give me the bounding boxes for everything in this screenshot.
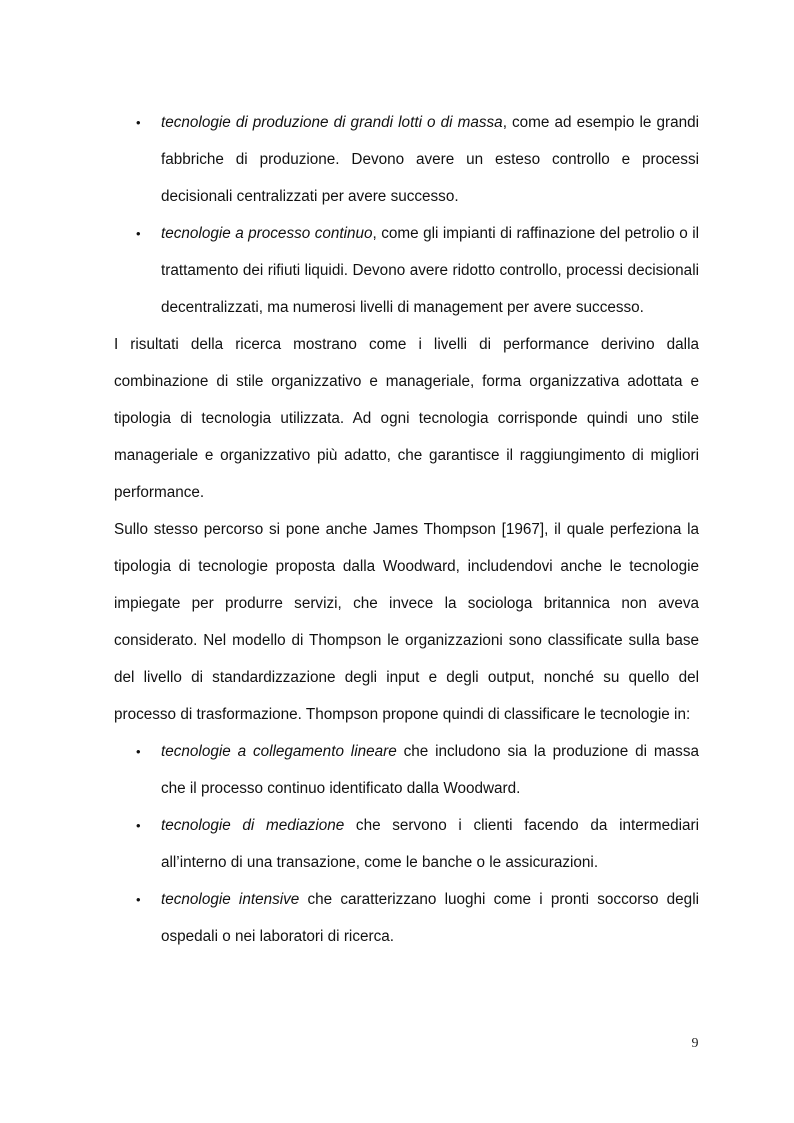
list-item-term: tecnologie di produzione di grandi lotti o di massa: [161, 114, 503, 131]
list-item: [114, 881, 699, 955]
bullet-list-woodward: [114, 104, 699, 326]
list-item-text: che servono i clienti facendo da intermediari all’interno di una transazione, come le banche o le assicurazioni.: [161, 817, 699, 871]
bullet-list-thompson: [114, 733, 699, 955]
bullet-icon: •: [136, 818, 141, 833]
list-item-text: , come gli impianti di raffinazione del petrolio o il trattamento dei rifiuti liquidi. Devono avere ridotto controllo, processi decisionali decentralizzati, ma numerosi livelli di management per avere successo.: [161, 225, 699, 316]
list-item-text: che caratterizzano luoghi come i pronti soccorso degli ospedali o nei laboratori di ricerca.: [161, 891, 699, 945]
list-item-text: che includono sia la produzione di massa che il processo continuo identificato dalla Woodward.: [161, 743, 699, 797]
list-item: [114, 807, 699, 881]
bullet-icon: •: [136, 892, 141, 907]
list-item: [114, 733, 699, 807]
bullet-icon: •: [136, 744, 141, 759]
list-item: [114, 104, 699, 215]
paragraph-thompson: Sullo stesso percorso si pone anche James Thompson [1967], il quale perfeziona la tipologia di tecnologie proposta dalla Woodward, includendovi anche le tecnologie impiegate per produrre servizi, che invece la sociologa britannica non aveva considerato. Nel modello di Thompson le organizzazioni sono classificate sulla base del livello di standardizzazione degli input e degli output, nonché su quello del processo di trasformazione. Thompson propone quindi di classificare le tecnologie in:: [114, 521, 699, 723]
list-item-term: tecnologie a processo continuo: [161, 225, 373, 242]
bullet-icon: •: [136, 115, 141, 130]
list-item-term: tecnologie intensive: [161, 891, 300, 908]
bullet-icon: •: [136, 226, 141, 241]
list-item: [114, 215, 699, 326]
list-item-term: tecnologie a collegamento lineare: [161, 743, 397, 760]
page-number: 9: [691, 1036, 699, 1051]
list-item-term: tecnologie di mediazione: [161, 817, 345, 834]
body-text: [114, 104, 699, 955]
paragraph-results: I risultati della ricerca mostrano come i livelli di performance derivino dalla combinazione di stile organizzativo e manageriale, forma organizzativa adottata e tipologia di tecnologia utilizzata. Ad ogni tecnologia corrisponde quindi uno stile manageriale e organizzativo più adatto, che garantisce il raggiungimento di migliori performance.: [114, 336, 699, 501]
list-item-text: , come ad esempio le grandi fabbriche di produzione. Devono avere un esteso controllo e processi decisionali centralizzati per avere successo.: [161, 114, 700, 205]
